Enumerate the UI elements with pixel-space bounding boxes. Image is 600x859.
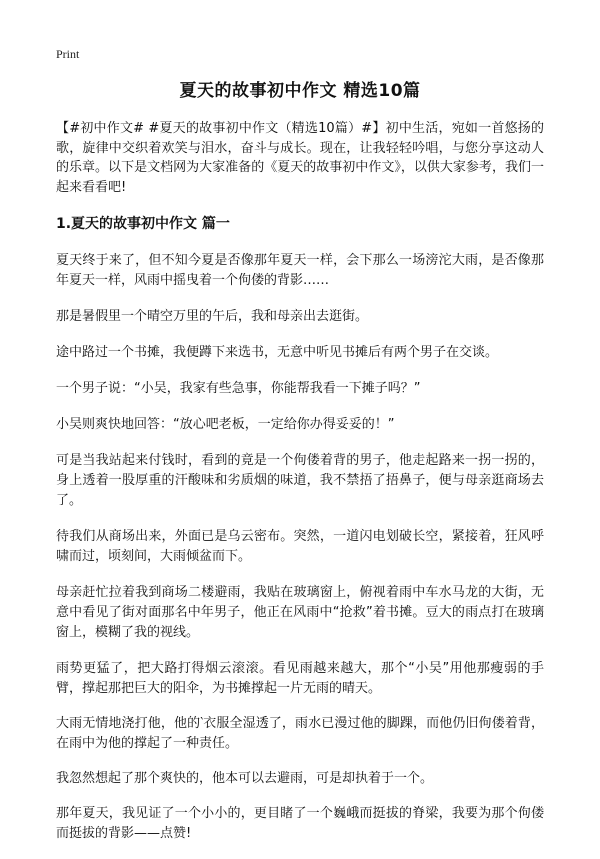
paragraph-4: 一个男子说：“小吴，我家有些急事，你能帮我看一下摊子吗？” <box>56 381 421 396</box>
page-title: 夏天的故事初中作文 精选10篇 <box>179 81 421 101</box>
paragraph-8: 母亲赶忙拉着我到商场二楼避雨，我贴在玻璃窗上，俯视着雨中车水马龙的大街，无意中看见了街对面那名中年男子，他正在风雨中“抢救”着书摊。豆大的雨点打在玻璃窗上，模糊了我的视线。 <box>56 585 544 640</box>
print-label: Print <box>56 47 80 61</box>
intro-paragraph: 【#初中作文# #夏天的故事初中作文（精选10篇）#】初中生活，宛如一首悠扬的歌，旋律中交织着欢笑与泪水，奋斗与成长。现在，让我轻轻吟唱，与您分享这动人的乐章。以下是文档网为大家准备的《夏天的故事初中作文》，以供大家参考，我们一起来看看吧! <box>56 121 544 195</box>
paragraph-5: 小吴则爽快地回答：“放心吧老板，一定给你办得妥妥的！” <box>56 417 395 432</box>
paragraph-10: 大雨无情地浇打他，他的‵衣服全湿透了，雨水已漫过他的脚踝，而他仍旧佝偻着背，在雨中为他的撑起了一种责任。 <box>56 716 544 751</box>
paragraph-12: 那年夏天，我见证了一个小小的，更目睹了一个巍峨而挺拔的脊梁，我要为那个佝偻而挺拔的背影——点赞! <box>56 806 544 841</box>
paragraph-9: 雨势更猛了，把大路打得烟云滚滚。看见雨越来越大，那个“小吴”用他那瘦弱的手臂，撑起那把巨大的阳伞，为书摊撑起一片无雨的晴天。 <box>56 661 544 696</box>
paragraph-3: 途中路过一个书摊，我便蹲下来选书，无意中听见书摊后有两个男子在交谈。 <box>56 345 499 360</box>
section-heading: 1.夏天的故事初中作文 篇一 <box>56 216 230 232</box>
paragraph-2: 那是暑假里一个晴空万里的午后，我和母亲出去逛街。 <box>56 309 369 324</box>
paragraph-11: 我忽然想起了那个爽快的，他本可以去避雨，可是却执着于一个。 <box>56 771 434 786</box>
paragraph-6: 可是当我站起来付钱时，看到的竟是一个佝偻着背的男子，他走起路来一拐一拐的，身上透着一股厚重的汗酸味和劣质烟的味道，我不禁捂了捂鼻子，便与母亲逛商场去了。 <box>56 453 544 508</box>
paragraph-1: 夏天终于来了，但不知今夏是否像那年夏天一样，会下那么一场滂沱大雨，是否像那年夏天一样，风雨中摇曳着一个佝偻的背影…… <box>56 253 544 288</box>
paragraph-7: 待我们从商场出来，外面已是乌云密布。突然，一道闪电划破长空，紧接着，狂风呼啸而过，顷刻间，大雨倾盆而下。 <box>56 529 544 564</box>
article-body <box>56 119 544 859</box>
